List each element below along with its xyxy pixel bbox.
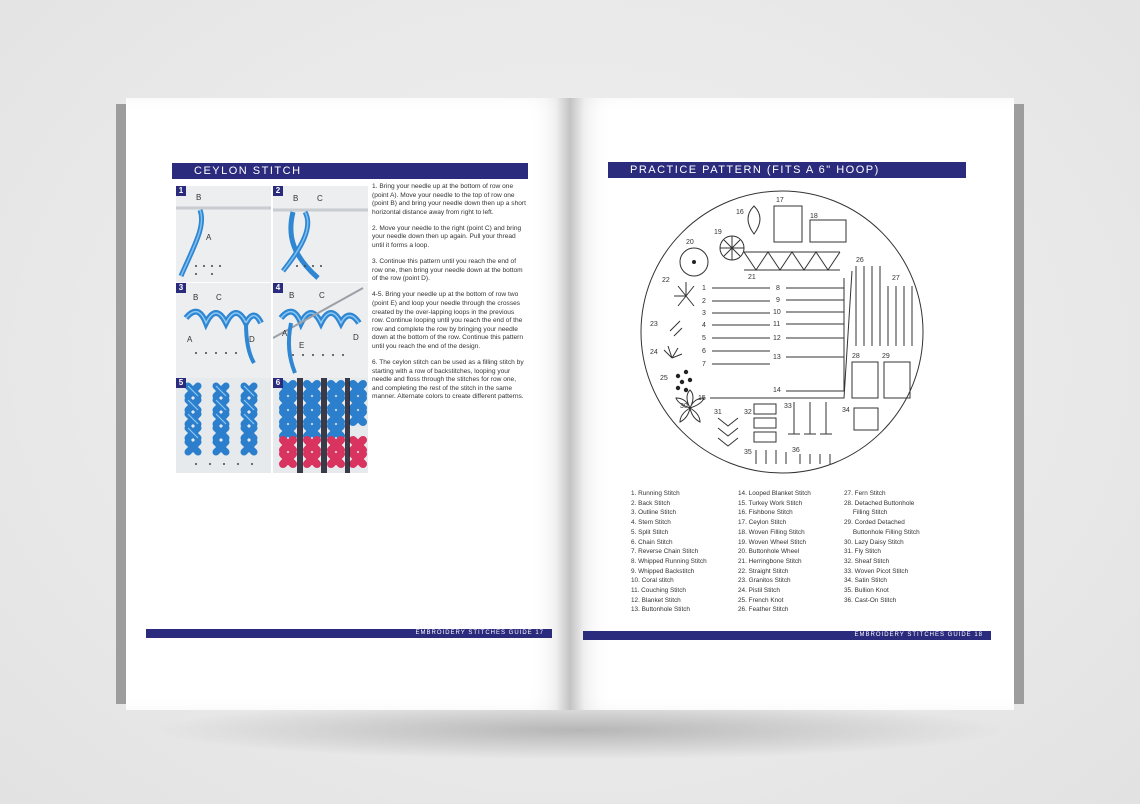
- diagram-number-9: 9: [776, 297, 780, 304]
- legend-item: 6. Chain Stitch: [631, 538, 673, 546]
- legend-column-3: [844, 489, 920, 605]
- legend-item: Filling Stitch: [844, 509, 888, 517]
- diagram-number-35: 35: [744, 449, 752, 456]
- diagram-number-31: 31: [714, 409, 722, 416]
- legend-item: 18. Woven Filling Stitch: [738, 528, 805, 536]
- diagram-number-11: 11: [773, 321, 781, 328]
- step-photo-5-image: [176, 378, 271, 473]
- legend-item: 17. Ceylon Stitch: [738, 519, 787, 527]
- diagram-number-13: 13: [773, 354, 781, 361]
- legend-item: 3. Outline Stitch: [631, 509, 677, 517]
- legend-item: 12. Blanket Stitch: [631, 596, 681, 604]
- legend-item: 31. Fly Stitch: [844, 548, 881, 556]
- legend-item: 26. Feather Stitch: [738, 606, 789, 614]
- diagram-number-12: 12: [773, 335, 781, 342]
- legend-column-2: [738, 489, 811, 615]
- diagram-number-2: 2: [702, 298, 706, 305]
- diagram-number-1: 1: [702, 285, 706, 292]
- diagram-number-32: 32: [744, 409, 752, 416]
- diagram-number-30: 30: [680, 403, 688, 410]
- legend-item: 13. Buttonhole Stitch: [631, 606, 690, 614]
- step-photo-1: [176, 186, 271, 282]
- diagram-number-10: 10: [773, 309, 781, 316]
- point-label-b: B: [293, 194, 299, 203]
- point-label-a: A: [282, 329, 288, 338]
- point-label-c: C: [319, 291, 325, 300]
- practice-pattern-diagram: [634, 186, 934, 486]
- step-number-2: 2: [273, 186, 283, 196]
- step-photo-3: [176, 283, 271, 379]
- diagram-number-36: 36: [792, 447, 800, 454]
- legend-item: 11. Couching Stitch: [631, 587, 686, 595]
- diagram-number-18: 18: [810, 213, 818, 220]
- legend-item: 32. Sheaf Stitch: [844, 557, 890, 565]
- legend-column-1: [631, 489, 707, 615]
- legend-item: 14. Looped Blanket Stitch: [738, 490, 811, 497]
- diagram-number-34: 34: [842, 407, 850, 414]
- instruction-step: 4-5. Bring your needle up at the bottom of row two (point E) and loop your needle through the crosses created by the over-lapping loops in the previous row. Continue looping until you reach the end of the row and complete the row by bringing your needle down at the bottom of the row. Continue this pattern until you reach the end of the design.: [372, 291, 524, 350]
- legend-item: 28. Detached Buttonhole: [844, 499, 915, 507]
- legend-item: 5. Split Stitch: [631, 528, 669, 536]
- step-photo-5: [176, 378, 271, 474]
- step-number-4: 4: [273, 283, 283, 293]
- legend-item: 20. Buttonhole Wheel: [738, 548, 800, 556]
- page-title-ceylon-stitch: CEYLON STITCH: [172, 163, 528, 179]
- legend-item: 15. Turkey Work Stitch: [738, 499, 803, 507]
- diagram-number-17: 17: [776, 197, 784, 204]
- diagram-number-24: 24: [650, 349, 658, 356]
- diagram-number-4: 4: [702, 322, 706, 329]
- pattern-hoop-svg: [634, 186, 934, 486]
- step-photo-3-image: [176, 283, 271, 378]
- diagram-number-25: 25: [660, 375, 668, 382]
- point-label-a: A: [206, 233, 212, 242]
- page-footer-right: EMBROIDERY STITCHES GUIDE 18: [583, 631, 991, 640]
- point-label-c: C: [317, 194, 323, 203]
- page-footer-left: EMBROIDERY STITCHES GUIDE 17: [146, 629, 552, 638]
- point-label-b: B: [289, 291, 295, 300]
- diagram-number-33: 33: [784, 403, 792, 410]
- instruction-step: 1. Bring your needle up at the bottom of row one (point A). Move your needle to the top of row one (point B) and bring your needle down then up a short horizontal distance away from right to left.: [372, 183, 526, 216]
- diagram-number-26: 26: [856, 257, 864, 264]
- step-photo-6: [273, 378, 368, 474]
- step-number-5: 5: [176, 378, 186, 388]
- step-photo-1-image: [176, 186, 271, 282]
- diagram-number-5: 5: [702, 335, 706, 342]
- diagram-number-20: 20: [686, 239, 694, 246]
- legend-item: 7. Reverse Chain Stitch: [631, 548, 699, 556]
- point-label-d: D: [249, 335, 255, 344]
- step-photo-2: [273, 186, 368, 282]
- diagram-number-3: 3: [702, 310, 706, 317]
- diagram-number-19: 19: [714, 229, 722, 236]
- instruction-step: 6. The ceylon stitch can be used as a filling stitch by starting with a row of backstitches, looping your needle and floss through the stitches for row one, and completing the rest of the stitch in the same manner. Alternate colors to create different patterns.: [372, 359, 524, 401]
- legend-item: 22. Straight Stitch: [738, 567, 789, 575]
- legend-item: 24. Pistil Stitch: [738, 587, 780, 595]
- step-photo-6-image: [273, 378, 368, 473]
- step-number-3: 3: [176, 283, 186, 293]
- legend-item: 21. Herringbone Stitch: [738, 557, 802, 565]
- diagram-number-7: 7: [702, 361, 706, 368]
- legend-item: 23. Granitos Stitch: [738, 577, 791, 585]
- legend-item: Buttonhole Filling Stitch: [844, 528, 920, 536]
- legend-item: 19. Woven Wheel Stitch: [738, 538, 807, 546]
- point-label-c: C: [216, 293, 222, 302]
- legend-item: 4. Stem Stitch: [631, 519, 671, 527]
- diagram-number-21: 21: [748, 274, 756, 281]
- legend-item: 35. Bullion Knot: [844, 587, 889, 595]
- diagram-number-8: 8: [776, 285, 780, 292]
- legend-item: 10. Coral stitch: [631, 577, 674, 585]
- diagram-number-15: 15: [698, 395, 706, 402]
- point-label-e: E: [299, 341, 305, 350]
- diagram-number-23: 23: [650, 321, 658, 328]
- diagram-number-6: 6: [702, 348, 706, 355]
- book-spine: [556, 98, 584, 710]
- diagram-number-14: 14: [773, 387, 781, 394]
- legend-item: 29. Corded Detached: [844, 519, 905, 527]
- diagram-number-28: 28: [852, 353, 860, 360]
- instruction-step: 3. Continue this pattern until you reach the end of row one, then bring your needle down at the bottom of the row (point D).: [372, 258, 523, 283]
- point-label-b: B: [196, 193, 202, 202]
- legend-item: 16. Fishbone Stitch: [738, 509, 793, 517]
- diagram-number-22: 22: [662, 277, 670, 284]
- point-label-d: D: [353, 333, 359, 342]
- step-number-1: 1: [176, 186, 186, 196]
- instruction-step: 2. Move your needle to the right (point C) and bring your needle down then up again. Pull your thread until it forms a loop.: [372, 224, 522, 250]
- diagram-number-29: 29: [882, 353, 890, 360]
- page-title-practice-pattern: PRACTICE PATTERN (FITS A 6" HOOP): [608, 162, 966, 178]
- point-label-b: B: [193, 293, 199, 302]
- legend-item: 30. Lazy Daisy Stitch: [844, 538, 904, 546]
- instruction-steps: [372, 183, 528, 410]
- step-photo-4: [273, 283, 368, 379]
- legend-item: 9. Whipped Backstitch: [631, 567, 695, 575]
- legend-item: 1. Running Stitch: [631, 490, 680, 497]
- legend-item: 8. Whipped Running Stitch: [631, 557, 707, 565]
- diagram-number-16: 16: [736, 209, 744, 216]
- legend-item: 2. Back Stitch: [631, 499, 671, 507]
- point-label-a: A: [187, 335, 193, 344]
- step-number-6: 6: [273, 378, 283, 388]
- legend-item: 36. Cast-On Stitch: [844, 596, 897, 604]
- diagram-number-27: 27: [892, 275, 900, 282]
- legend-item: 25. French Knot: [738, 596, 784, 604]
- legend-item: 33. Woven Picot Stitch: [844, 567, 909, 575]
- legend-item: 34. Satin Stitch: [844, 577, 887, 585]
- legend-item: 27. Fern Stitch: [844, 490, 886, 497]
